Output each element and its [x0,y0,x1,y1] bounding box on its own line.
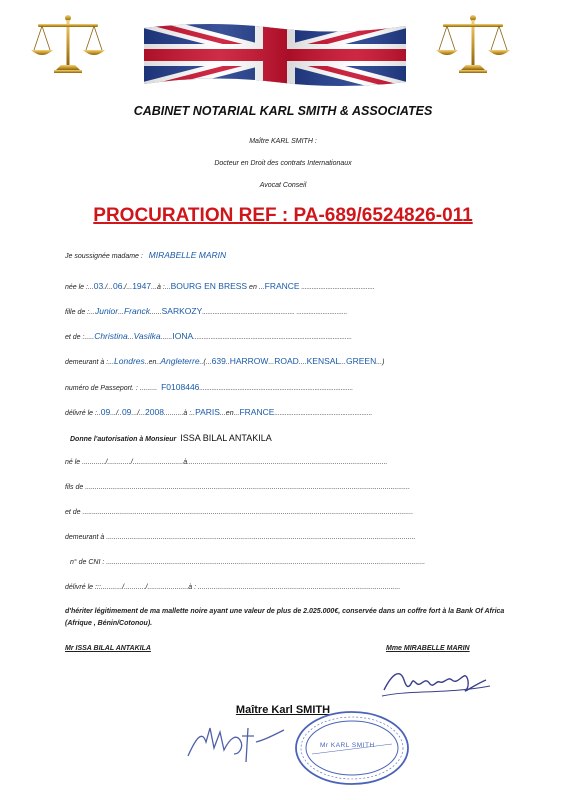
value: Angleterre [160,356,200,366]
heritage-paragraph: d'hériter légitimement de ma mallette noire ayant une valeur de plus de 2.025.000€, conservée dans un coffre fort à la Bank Of Africa (Afrique , Bénin/Cotonou). [65,608,505,627]
signature-karl-smith [180,718,290,768]
label: fille de :... [65,309,95,316]
et-de-line [65,331,352,341]
label: et de :..... [65,334,95,341]
sep: .../... [131,410,146,417]
value: ISSA BILAL ANTAKILA [180,433,272,443]
dots: ..................................................... ............................. [202,309,348,316]
soussignee-value: MIRABELLE MARIN [148,250,227,260]
scales-of-justice-icon [28,12,108,76]
value: 03 [93,281,104,291]
scales-of-justice-icon [433,12,513,76]
value: HARROW [229,356,269,366]
label: Je soussignée madame : [65,253,143,260]
right-signatory: Mme MIRABELLE MARIN [386,645,470,652]
value: 639 [211,356,226,366]
label: Donne l'autorisation à Monsieur [70,436,177,443]
union-jack-flag [140,20,410,90]
delivre-line [65,407,372,417]
ne-le-line: né le ............/............/..........................à....................................................................................................... [65,459,388,466]
fille-de-line [65,306,347,316]
value: 09 [100,407,111,417]
docteur-line: Docteur en Droit des contrats Internationaux [214,160,352,167]
passeport-line [65,382,353,392]
sep: ./... [103,284,113,291]
sep: ... [268,359,275,366]
sep: ...en... [219,410,240,417]
value: F0108446 [161,382,200,392]
sep: .... [298,359,307,366]
value: Junior [94,306,119,316]
value: SARKOZY [161,306,203,316]
sep: ... [127,334,134,341]
value: Vasilka [133,331,161,341]
sep: ...) [376,359,385,366]
value: Franck [123,306,150,316]
dots: ........................................................................................ [199,385,353,392]
sep: .../.. [110,410,122,417]
value: ROAD [274,356,299,366]
nee-le-line [65,281,375,291]
sep: .. [225,359,230,366]
maitre-line: Maître KARL SMITH : [249,138,317,145]
donne-line [70,433,272,443]
value: 06 [113,281,123,291]
stamp-text: Mr KARL SMITH [320,742,375,749]
soussignee-line [65,250,226,260]
cni-line: n° de CNI : .................................................................................................................................................................... [70,559,426,566]
maitre-karl-smith: Maître Karl SMITH [235,704,331,716]
sep: en ... [247,284,265,291]
label: délivré le :.. [65,410,101,417]
value: KENSAL [306,356,341,366]
value: 2008 [145,407,164,417]
value: Christina [94,331,128,341]
avocat-line: Avocat Conseil [259,182,307,189]
value: 09 [121,407,132,417]
signature-mirabelle [378,660,498,702]
demeurant-line-2: demeurant à ............................................................................................................................................................... [65,534,416,541]
delivre-line-2: délivré le :::.........../.........../.....................à : ........................................................................................................ [65,584,401,591]
cabinet-title: CABINET NOTARIAL KARL SMITH & ASSOCIATES [133,104,433,118]
sep: ...... [160,334,173,341]
dots: .......................................... [299,284,375,291]
value: GREEN [346,356,377,366]
label: demeurant à :... [65,359,115,366]
value: BOURG EN BRESS [170,281,248,291]
sep: ... [118,309,124,316]
procuration-title: PROCURATION REF : PA-689/6524826-011 [93,205,473,226]
dots: ........................................................ [274,410,373,417]
sep: ..en.. [144,359,161,366]
sep: ... [340,359,346,366]
sep: ./... [122,284,133,291]
value: IONA [172,331,194,341]
sep: ..(... [199,359,212,366]
value: PARIS [195,407,220,417]
sep: ...... [149,309,162,316]
label: née le :... [65,284,94,291]
dots: ........................................................................................... [193,334,352,341]
sep: ..........à :.. [163,410,196,417]
et-de-line-2: et de .......................................................................................................................................................................... [65,509,414,516]
value: 1947 [132,281,152,291]
label: numéro de Passeport. : ......... [65,385,158,392]
value: FRANCE [264,281,300,291]
fils-de-line: fils de ....................................................................................................................................................................... [65,484,411,491]
demeurant-line [65,356,384,366]
sep: ...à :... [151,284,171,291]
left-signatory: Mr ISSA BILAL ANTAKILA [65,645,151,652]
value: FRANCE [239,407,275,417]
value: Londres [114,356,145,366]
